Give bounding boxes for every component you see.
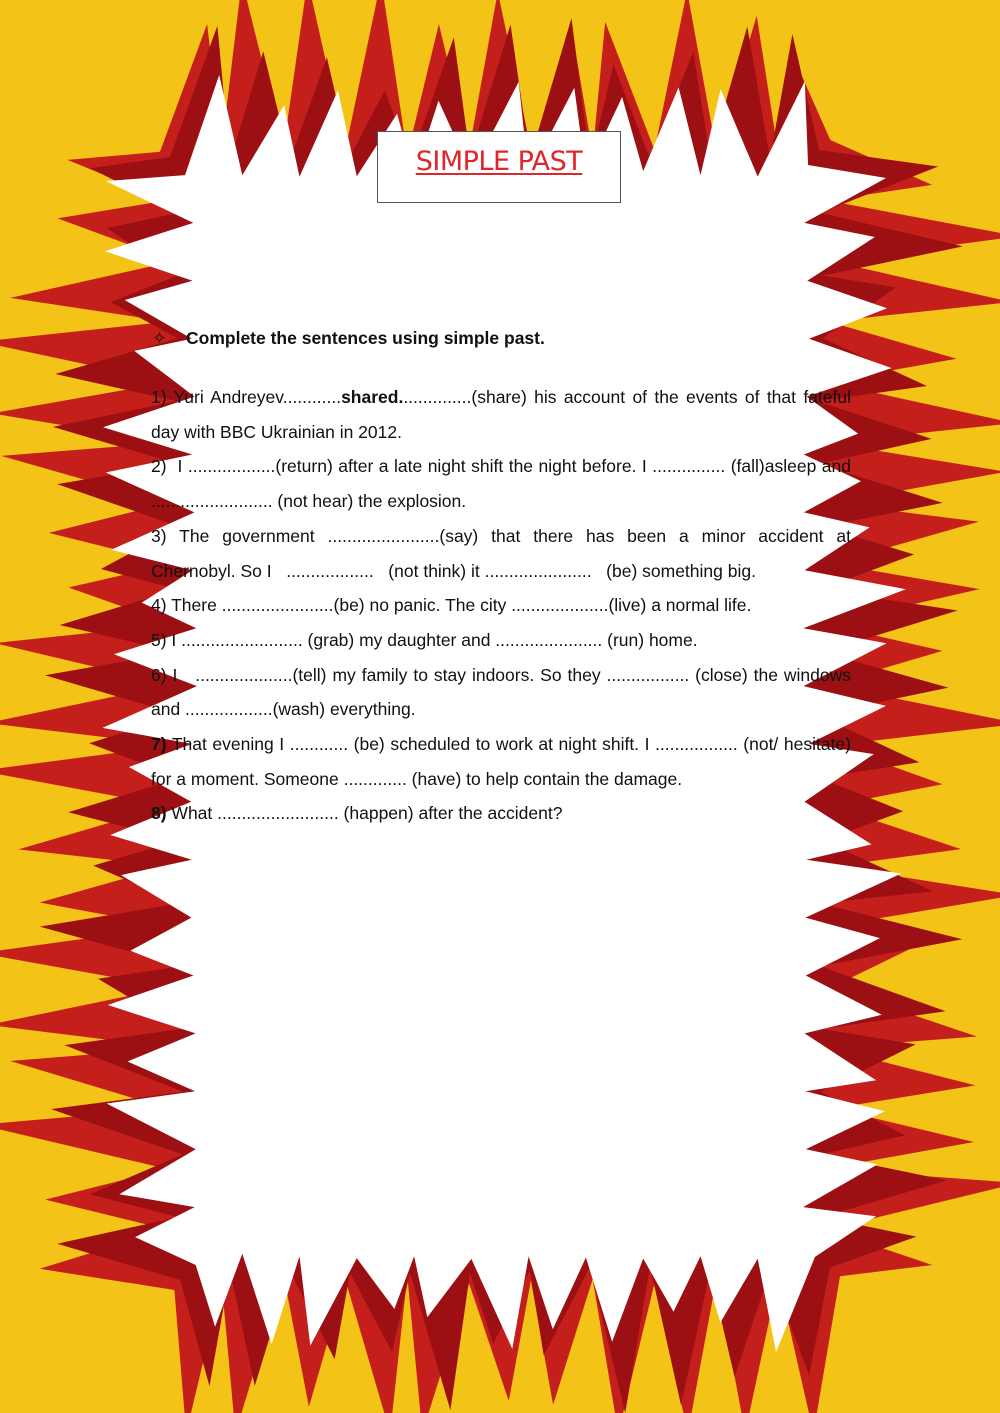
exercise-text: I ..................(return) after a late night shift the night before. I ............... (fall)asleep and ......................... (not hear) the explosion. [151,456,856,512]
instruction [152,328,852,349]
exercise-3 [151,519,856,588]
exercise-number: 2) [151,456,167,477]
exercise-number: 5) [151,629,167,650]
exercise-number: 6) [151,664,167,685]
example-answer: shared. [341,387,404,407]
exercise-text: That evening I ............ (be) scheduled to work at night shift. I ................. (not/ hesitate) for a moment. Someone ............. (have) to help contain the damage. [151,734,851,789]
exercise-text: Yuri Andreyev............ [166,387,342,407]
page-title: SIMPLE PAST [415,146,583,177]
exercise-5 [151,623,851,658]
sparkle-bullet-icon: ✧ [152,328,167,348]
exercise-1 [151,380,851,449]
exercise-number: 4) [151,595,167,616]
instruction-text: Complete the sentences using simple past. [186,328,545,348]
exercise-2 [151,449,856,518]
exercise-number: 1) [151,387,167,407]
exercise-text: There .......................(be) no panic. The city ....................(live) a normal life. [166,595,752,616]
exercise-list [151,380,856,831]
exercise-number: 3) [151,525,167,546]
exercise-number: 7) [151,734,167,755]
exercise-8 [151,796,851,831]
exercise-text: What ......................... (happen) after the accident? [166,803,563,824]
exercise-4 [151,588,851,623]
exercise-text: The government .......................(say) that there has been a minor accident at Chernobyl. So I .................. (not think) it ...................... (be) something big. [151,525,856,581]
exercise-text: ..............(share) his account of the events of that fateful day with BBC Ukrainian in 2012. [151,387,851,442]
exercise-number: 8) [151,803,167,824]
title-box [377,131,621,203]
exercise-6 [151,658,856,727]
exercise-text: I ....................(tell) my family to stay indoors. So they ................. (close) the windows and ..................(wash) everything. [151,664,856,720]
exercise-7 [151,727,851,796]
exercise-text: I ......................... (grab) my daughter and ...................... (run) home. [166,629,698,650]
